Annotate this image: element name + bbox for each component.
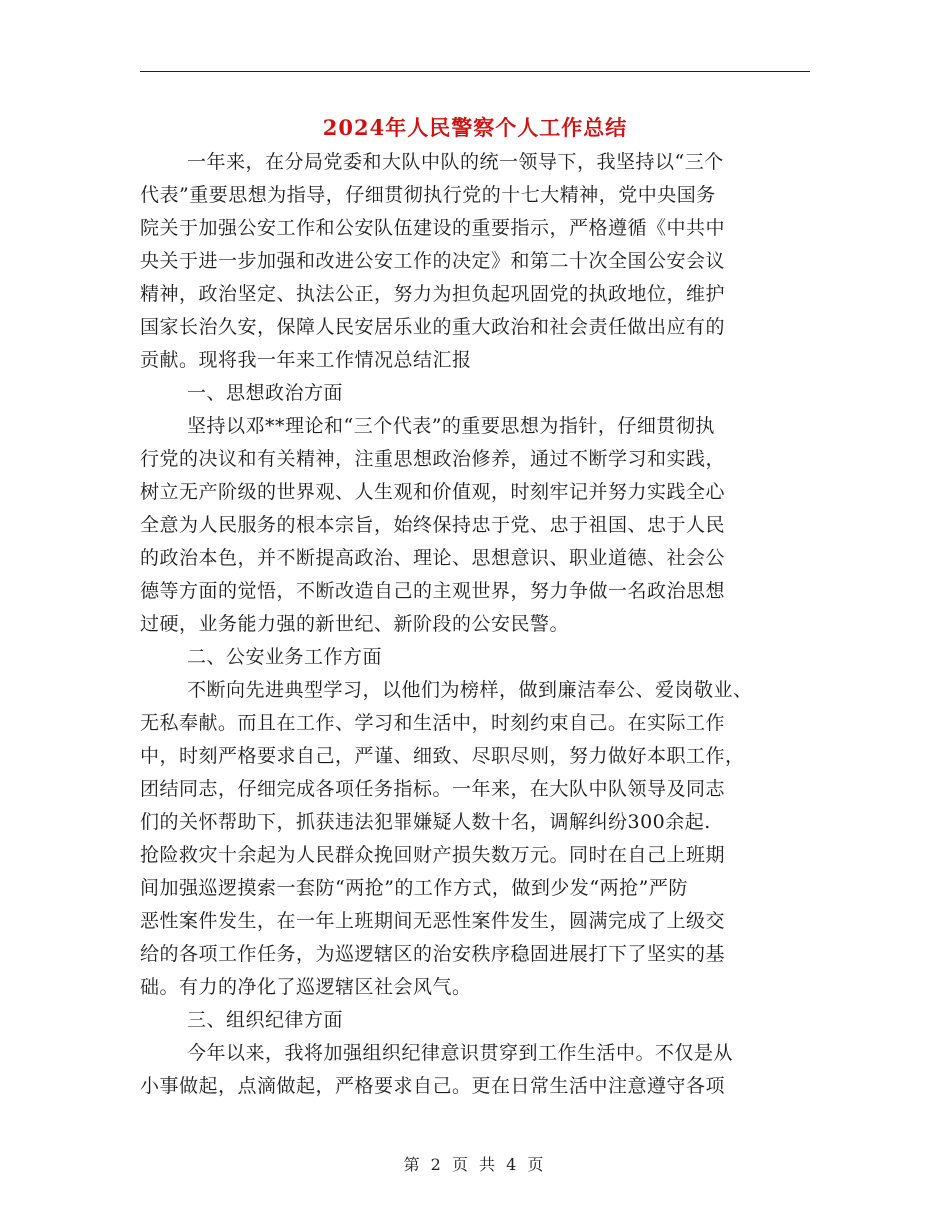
- body-line: 不断向先进典型学习，以他们为榜样，做到廉洁奉公、爱岗敬业、: [187, 679, 753, 701]
- body-line: 过硬，业务能力强的新世纪、新阶段的公安民警。: [140, 613, 570, 635]
- body-line: 的政治本色，并不断提高政治、理论、思想意识、职业道德、社会公: [140, 547, 726, 569]
- body-line: 二、公安业务工作方面: [187, 646, 383, 668]
- document-title: 2024年人民警察个人工作总结: [322, 115, 628, 140]
- body-line: 三、组织纪律方面: [187, 1009, 344, 1031]
- page-number: 第 2 页 共 4 页: [403, 1155, 547, 1174]
- body-line: 全意为人民服务的根本宗旨，始终保持忠于党、忠于祖国、忠于人民: [140, 514, 726, 536]
- body-line: 给的各项工作任务，为巡逻辖区的治安秩序稳固进展打下了坚实的基: [140, 943, 726, 965]
- body-line: 无私奉献。而且在工作、学习和生活中，时刻约束自己。在实际工作: [140, 712, 726, 734]
- body-line: 恶性案件发生，在一年上班期间无恶性案件发生，圆满完成了上级交: [140, 910, 726, 932]
- body-line: 坚持以邓**理论和“三个代表”的重要思想为指针，仔细贯彻执: [187, 415, 715, 437]
- body-line: 代表”重要思想为指导，仔细贯彻执行党的十七大精神，党中央国务: [140, 184, 716, 206]
- body-line: 础。有力的净化了巡逻辖区社会风气。: [140, 976, 472, 998]
- body-line: 今年以来，我将加强组织纪律意识贯穿到工作生活中。不仅是从: [187, 1042, 734, 1064]
- body-line: 树立无产阶级的世界观、人生观和价值观，时刻牢记并努力实践全心: [140, 481, 726, 503]
- body-line: 中，时刻严格要求自己，严谨、细致、尽职尽则，努力做好本职工作，: [140, 745, 745, 767]
- body-line: 精神，政治坚定、执法公正，努力为担负起巩固党的执政地位，维护: [140, 283, 726, 305]
- body-line: 国家长治久安，保障人民安居乐业的重大政治和社会责任做出应有的: [140, 316, 726, 338]
- body-line: 行党的决议和有关精神，注重思想政治修养，通过不断学习和实践，: [140, 448, 726, 470]
- body-line: 间加强巡逻摸索一套防“两抢”的工作方式，做到少发“两抢”严防: [140, 877, 688, 899]
- body-line: 一年来，在分局党委和大队中队的统一领导下，我坚持以“三个: [187, 151, 724, 173]
- body-line: 们的关怀帮助下，抓获违法犯罪嫌疑人数十名，调解纠纷300余起.: [140, 811, 711, 833]
- body-line: 院关于加强公安工作和公安队伍建设的重要指示，严格遵循《中共中: [140, 217, 726, 239]
- body-line: 抢险救灾十余起为人民群众挽回财产损失数万元。同时在自己上班期: [140, 844, 726, 866]
- body-line: 团结同志，仔细完成各项任务指标。一年来，在大队中队领导及同志: [140, 778, 726, 800]
- body-line: 一、思想政治方面: [187, 382, 344, 404]
- header-rule: [140, 71, 810, 72]
- document-body: [140, 146, 800, 1103]
- body-line: 央关于进一步加强和改进公安工作的决定》和第二十次全国公安会议: [140, 250, 726, 272]
- body-line: 贡献。现将我一年来工作情况总结汇报: [140, 349, 472, 371]
- body-line: 小事做起，点滴做起，严格要求自己。更在日常生活中注意遵守各项: [140, 1075, 726, 1097]
- body-line: 德等方面的觉悟，不断改造自己的主观世界，努力争做一名政治思想: [140, 580, 726, 602]
